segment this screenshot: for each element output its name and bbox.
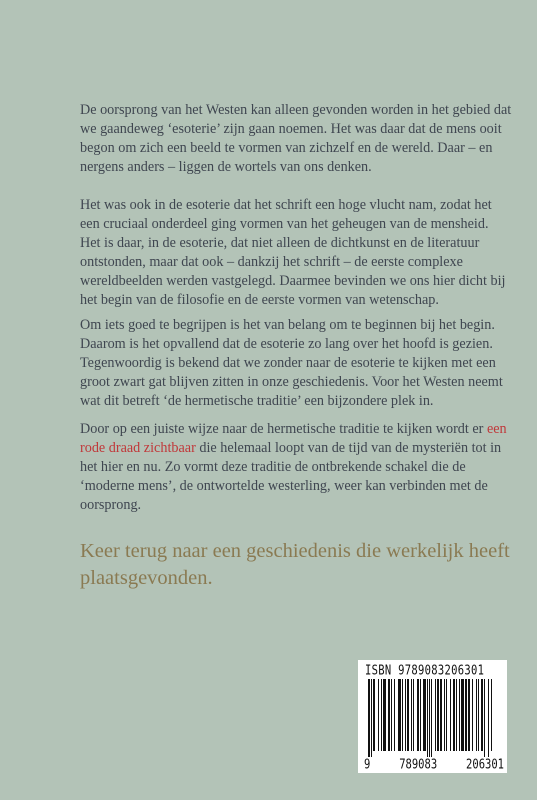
barcode-bar xyxy=(461,679,464,751)
barcode-bar xyxy=(437,679,439,751)
barcode-digits xyxy=(364,757,504,772)
barcode-bar xyxy=(402,679,403,751)
barcode-bar xyxy=(413,679,414,751)
barcode-bar xyxy=(407,679,409,751)
barcode-bar xyxy=(444,679,445,751)
barcode-bar xyxy=(484,679,485,757)
intro-paragraph: De oorsprong van het Westen kan alleen gevonden worden in het gebied dat we gaandeweg ‘esoterie’ zijn gaan noemen. Het was daar dat de mens ooit begon om zich een beeld te vormen van zichzelf en de wereld. Daar – en nergens anders – liggen de wortels van ons denken. xyxy=(80,102,512,175)
barcode-bar xyxy=(450,679,451,751)
barcode-bar xyxy=(373,679,375,751)
barcode-bar xyxy=(417,679,419,751)
barcode-bar xyxy=(398,679,401,751)
barcode-bar xyxy=(435,679,436,751)
barcode-bar xyxy=(459,679,460,751)
barcode-bar xyxy=(381,679,382,751)
isbn-label: ISBN 9789083206301 xyxy=(365,663,485,678)
barcode-bar xyxy=(368,679,370,757)
barcode-bar xyxy=(476,679,477,751)
barcode-bar xyxy=(371,679,372,757)
barcode-bar xyxy=(472,679,473,751)
barcode-bar xyxy=(423,679,426,751)
barcode-bar xyxy=(491,679,492,751)
barcode-bar xyxy=(388,679,390,751)
barcode-digits-left: 789083 xyxy=(399,757,438,772)
barcode-bar xyxy=(478,679,479,751)
barcode-bar xyxy=(456,679,457,751)
barcode-bar xyxy=(488,679,489,757)
paragraph-text-end: die helemaal loopt van de tijd van de mysteriën tot in het hier en nu. Zo vormt deze traditie de ontbrekende schakel die de ‘moderne mens’, de ontwortelde westerling, weer kan verbinden met de oorsprong. xyxy=(80,440,502,513)
barcode-bar xyxy=(446,679,447,751)
barcode-bar xyxy=(465,679,467,751)
barcode-bar xyxy=(468,679,470,751)
barcode-bar xyxy=(378,679,379,751)
barcode-bar xyxy=(427,679,428,757)
barcode-digit-first: 9 xyxy=(364,757,371,772)
writing-paragraph: Het was ook in de esoterie dat het schrift een hoge vlucht nam, zodat het een cruciaal onderdeel ging vormen van het geheugen van de mensheid. Het is daar, in de esoterie, dat niet alleen de dichtkunst en de literatuur ontstonden, maar dat ook – dankzij het schrift – de eerste complexe wereldbeelden werden vastgelegd. Daarmee bevinden we ons hier dicht bij het begin van de filosofie en de eerste vormen van wetenschap. xyxy=(80,197,506,308)
barcode-bar xyxy=(405,679,406,751)
barcode-digits-right: 206301 xyxy=(466,757,504,772)
barcode-bar xyxy=(453,679,455,751)
highlighted-phrase: een rode draad zichtbaar xyxy=(80,421,507,456)
barcode-bars xyxy=(364,679,502,757)
barcode-bar xyxy=(383,679,386,751)
barcode-bar xyxy=(481,679,483,751)
isbn-barcode xyxy=(358,660,507,773)
barcode-bar xyxy=(431,679,432,757)
barcode-bar xyxy=(391,679,392,751)
barcode-bar xyxy=(440,679,442,751)
barcode-bar xyxy=(411,679,412,751)
barcode-bar xyxy=(420,679,421,751)
barcode-bar xyxy=(394,679,395,751)
tagline: Keer terug naar een geschiedenis die werkelijk heeft plaatsgevonden. xyxy=(80,540,510,589)
barcode-bar xyxy=(429,679,430,757)
paragraph-text-start: Door op een juiste wijze naar de hermetische traditie te kijken wordt er xyxy=(80,421,487,437)
beginning-paragraph: Om iets goed te begrijpen is het van belang om te beginnen bij het begin. Daarom is het opvallend dat de esoterie zo lang over het hoofd is gezien. Tegenwoordig is bekend dat we zonder naar de esoterie te kijken met een groot zwart gat blijven zitten in onze geschiedenis. Voor het Westen neemt wat dit betreft ‘de hermetische traditie’ een bijzondere plek in. xyxy=(80,317,503,409)
hermetic-tradition-paragraph xyxy=(80,420,512,515)
